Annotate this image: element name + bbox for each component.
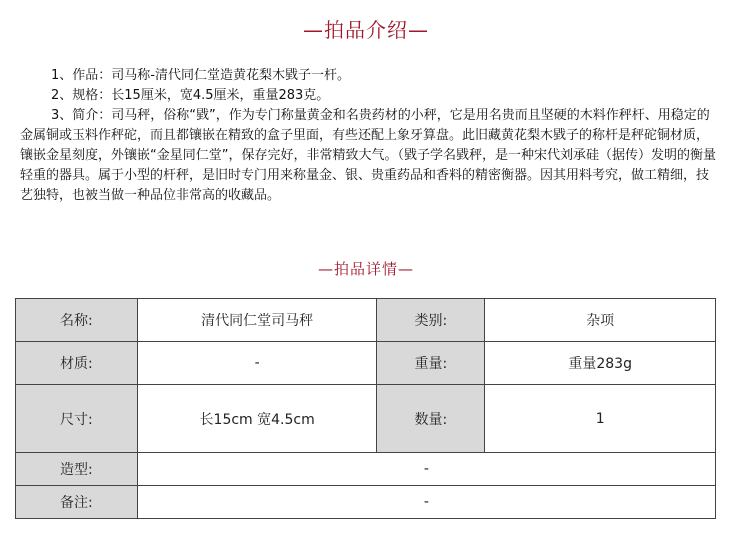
table-row [16,342,716,385]
shape-value: - [137,453,715,486]
intro-line-work: 1、作品：司马称-清代同仁堂造黄花梨木戥子一杆。 [51,68,350,83]
name-value: 清代同仁堂司马秤 [137,299,377,342]
details-title: —拍品详情— [317,260,414,278]
table-row [16,385,716,453]
intro-line-spec: 2、规格：长15厘米，宽4.5厘米，重量283克。 [51,88,330,103]
material-label: 材质: [16,342,138,385]
remarks-value: - [137,486,715,519]
name-label: 名称: [16,299,138,342]
weight-label: 重量: [377,342,485,385]
material-value: - [137,342,377,385]
table-row [16,299,716,342]
category-label: 类别: [377,299,485,342]
quantity-label: 数量: [377,385,485,453]
intro-section [20,66,716,206]
size-value: 长15cm 宽4.5cm [137,385,377,453]
intro-title: —拍品介绍— [303,18,429,42]
weight-value: 重量283g [485,342,716,385]
details-table [15,298,716,519]
table-row [16,486,716,519]
quantity-value: 1 [485,385,716,453]
intro-line-description: 3、简介：司马秤，俗称“戥”，作为专门称量黄金和名贵药材的小秤，它是用名贵而且坚硬的木料作秤杆、用稳定的金属铜或玉料作秤砣，而且都镶嵌在精致的盒子里面，有些还配上象牙算盘。此旧藏黄花梨木戥子的称杆是秤砣铜材质，镶嵌金星刻度，外镶嵌“金星同仁堂”，保存完好，非常精致大气。（戥子学名戥秤，是一种宋代刘承硅（据传）发明的衡量轻重的器具。属于小型的杆秤，是旧时专门用来称量金、银、贵重药品和香料的精密衡器。因其用料考究，做工精细，技艺独特，也被当做一种品位非常高的收藏品。 [20,108,716,203]
category-value: 杂项 [485,299,716,342]
remarks-label: 备注: [16,486,138,519]
size-label: 尺寸: [16,385,138,453]
table-row [16,453,716,486]
shape-label: 造型: [16,453,138,486]
